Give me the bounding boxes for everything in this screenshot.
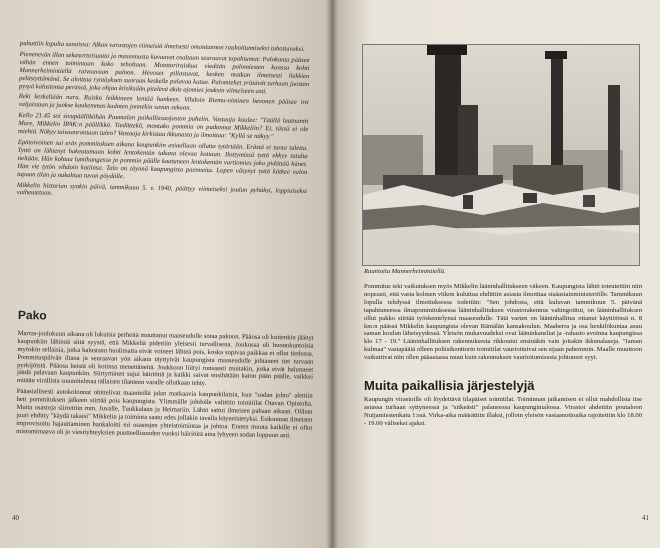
ruins-photo — [362, 44, 640, 266]
italic-paragraph: Reki keskeltään naru. Ruisku leikkineen lentää hankeen. Vihdoin Riemu-niminen hevonen pääsee irti valjaistaan ja juokse kaukemmas kadoten jonnekin savun sekaan. — [18, 93, 309, 112]
italic-paragraph: Pienenevän illan sekasortoisuutta ja masennusta kuvaavat osaltaan seuraavat tapahtumat: Palokunta pääsee vähän ennen toimintaan koko teholtaan. Moottoriruiskua viedään palomiesten kanssa kohti Mannerheimintiellä raivoavaan paloon. Hevoset pillastuvat, kesken matkan ilmeisesti liekkien pelästyttämänä. Se aloittaa ryntäyksen suoraan keskelle palavaa katua. Palomiehet yrittävät turhaan juosten pysyä kalustonsa perässä, joka ohjaa kiisiksään pitelevä äkäs ajomies jouksin viimeiseen asti. — [18, 50, 310, 95]
body-paragraph: Kaupungin virastoille oli löydettävä tilapäiset toimitilat. Toiminnan jatkamisen ei ollut mahdollista itse asiassa turhaan syttyneessä ja "sitkeästi" palaneessa kaupungintalossa. Virastot ahdettiin poutaloon Nuijamiestenkatu 1:ssä. Virka-aika määrättiin illaksi, jolloin yleisön vastaanottoaika rajoitettiin klo 18.00 - 19.00 väliseksi ajaksi. — [364, 395, 643, 427]
left-section — [16, 308, 314, 443]
right-section — [364, 283, 642, 431]
page-number-right: 41 — [642, 514, 649, 522]
italic-paragraph: puhuttiin lopulta sanoissa: Alkon varastojen viimeisiä ilmeisesti omantunnon rauhoittamiseksi tuhottavaksi. — [19, 40, 305, 53]
section-heading-muita: Muita paikallisia järjestelyjä — [364, 378, 535, 394]
body-paragraph: Pommitus teki vaikutuksen myös Mikkelin lääninhallitukseen väkeen. Kaupungista lähtö toteutettiin niin nopeasti, että vasta kolmen viikon kuluttua ehdittiin asiasta ilmoittaa sisäasiainministeriölle. Tammikuun lopulla tehdyssä ilmoituksessa todettiin: "Sen johdosta, että kuluvan tammikuun 5. päivänä tapahtuneessa ilmapommituksessa lääninhallituksen virastorakennus vahingoittui, on lääninhallituksen ollut pakko siirtää työskentelynsä maaseudulle. Tätä varten on lääninhallitus ottanut käyttöönsä n. 8 km:n päässä Mikkelin kaupungista olevan Rämälän kansakoulun. Maaherra ja osa henkilökuntaa asuu saman koulun läheisyydessä. Yleisön mukavuudeksi ovat lääninkansliat ja -rahasto avoinna kaupungissa klo 17 - 19." Lääninhallituksen rakennuksesta rikkoutui ensinäkin vain joitakin ikkunalaseja. "Jaman kulmaa" vastapäätä olleen poliisikonttorin toimitilat vaurioituivat sen sijaan pahemmin. Maalle muuttoon vaikuttivat niin ollen pääasiassa muut kuin rakennuksen vaurioitumisesta johtuneet syyt. — [364, 283, 642, 362]
ruins-photo-drawing — [363, 45, 639, 265]
right-page — [332, 0, 660, 548]
book-gutter — [326, 0, 338, 548]
left-italic-block — [17, 40, 310, 206]
section-heading-pako: Pako — [17, 308, 47, 323]
italic-paragraph: Mikkelin historian synkin päivä, tammikuun 5. v. 1940, päättyy viimeiseksi joulun pyhäksi, loppiaiseksi vaiheutetaan. — [16, 181, 307, 198]
body-paragraph: Marras-joulukuun aikana oli lukuisia perheitä muuttanut maaseudulle sotaa pakoon. Pääosa oli kuitenkin jäänyt kaupunkiin lähinnä siitä syystä, että Mikkeliä pidettiin yleisesti turvallisena. Joukossa oli huonokuntoisia myöskin sellaisia, jotka halustaan huolimatta eivät voineet lähteä pois, koska sopivaa paikkaa ei ollut tiedossa. Pommituspäivän iltana ja seuraavan yön aikana täyttyivät kaupungista maaseudulle johtaneet tiet turvaan pyrkijöistä. Pääosa heistä oli kotinsa menettäneitä. Joukkoon liittyi runsaasti muitakin, jotka eivät halunneet jäädä palavaan kaupunkiin. Siirtyminen sujui häiriöttä ja kaikki saivat ensihätään katon pään päälle, vaikkei mitään virallista suunnitelmaa tällaisen tilanteen varalle ollutkaan tehty. — [16, 329, 314, 388]
body-paragraph: Pääasiallisesti autokolonnat ohittelivat maanteillä jalan matkaavia kaupunkilaisia, kun "sodan johto" alettiin heti pommituksen jälkeen siirtää pois kaupungista. Ylimmälle johdolle valittiin toimitilat Otavan Opistolta. Muita osastoja siirrettiin mm. Juvalle, Tuukkalaan ja Heimariin. Lähtö sattui ilmeisen pahaan aikaan. Olihan juuri ehditty "käydä takaisi" Mikkelin ja toiminta saatu edes jollakin tavalla käynnistetyksi. Esikunnan ilmeisen improvisoitu hajauttaminen hankaloitti eri osastojen yhteistoimintaa ja johtoa. Ennen muuta kaikille ei ollut mistomimaava oli jo viestiyhteyksien puutteellisuuden vuoksi häiriöitä aina lyhyeen sodan loppuun asti. — [16, 388, 313, 440]
italic-paragraph: Kello 21.45 soi sivupäälliköhän Paumalan paikallissuojaston puhelin. Vastaaja kuulee: "Täällä luutnantti Mure, Mikkelin IPAK:n päällikkö. Tiedättekö, montako pommia on pudonnut Mikkeliin? Ei, tässä ei ole miehiä. Näkyy taivaanrantaan tulen? Vastaaja kirkistaa ikkunasta ja ilmoittaa: "Kyllä se näkyy." — [18, 112, 309, 141]
page-number-left: 40 — [12, 514, 19, 522]
italic-paragraph: Epätoivoinen sai eräs pommituksen aikana kaupunkiin asiaallaan ollutta tytärtään. Erästä ei tuota tuletta. Tyttö on lähtenyt hakeutumaan kohti lentokentän takana olevaa kotiaan. Ilottymissä tyttö ekkyy tutulta tieltään. Hän kohtaa lumihangessa jo pommin päälle kaatuneen lentokentän vartiomies joka pidättää hänet. Hän vie tytön vihdoin kotiinsa. Talo on täynnä kaupungista paenneita. Lopen väsynyt tyttö kätkee valon tupaan tilan ja nukahtaa tuvan pöydälle. — [17, 138, 308, 180]
photo-caption: Raunioita Mannerheimintiellä. — [364, 268, 446, 275]
